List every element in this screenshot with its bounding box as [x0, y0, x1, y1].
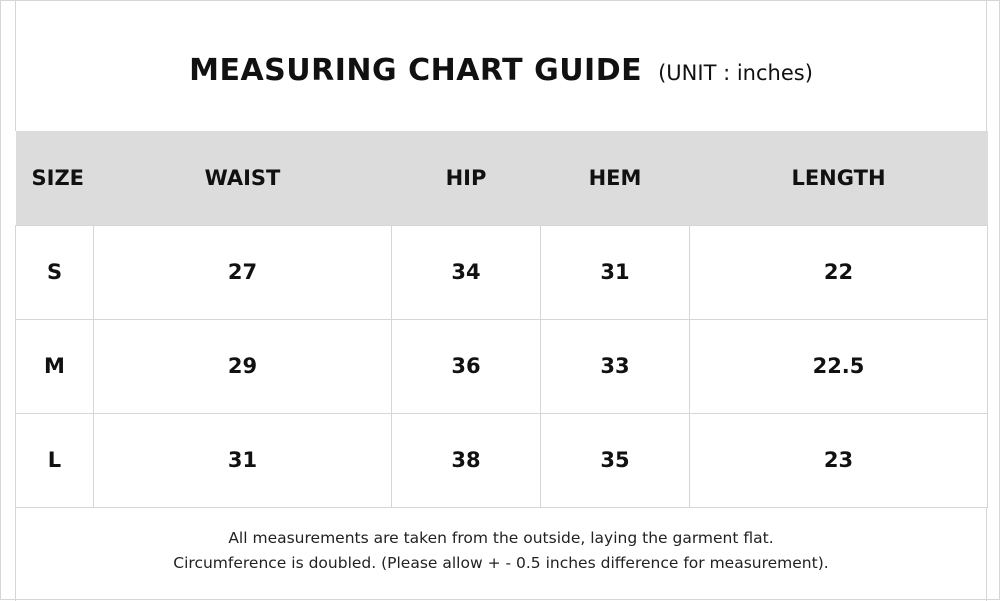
title-area [15, 1, 987, 131]
cell-hem: 31 [541, 225, 690, 319]
cell-length: 23 [690, 413, 988, 507]
cell-length: 22 [690, 225, 988, 319]
note-line-2: Circumference is doubled. (Please allow + - 0.5 inches difference for measurement). [173, 554, 829, 572]
cell-hip: 34 [392, 225, 541, 319]
cell-hem: 35 [541, 413, 690, 507]
cell-size: L [16, 413, 94, 507]
header-hem: HEM [588, 165, 642, 190]
cell-hem: 33 [541, 319, 690, 413]
cell-hip: 36 [392, 319, 541, 413]
measurement-notes [15, 507, 987, 601]
cell-waist: 29 [94, 319, 392, 413]
header-row [16, 131, 988, 225]
chart-title: MEASURING CHART GUIDE [189, 52, 643, 88]
cell-size: S [16, 225, 94, 319]
cell-size: M [16, 319, 94, 413]
table-row [16, 225, 988, 319]
table-header [16, 131, 988, 225]
title-wrap [189, 53, 813, 88]
measurement-table [15, 131, 988, 508]
cell-hip: 38 [392, 413, 541, 507]
table-row [16, 413, 988, 507]
note-line-1: All measurements are taken from the outside, laying the garment flat. [228, 529, 774, 547]
header-waist: WAIST [204, 165, 281, 190]
cell-waist: 27 [94, 225, 392, 319]
header-size: SIZE [31, 165, 85, 190]
cell-waist: 31 [94, 413, 392, 507]
header-hip: HIP [445, 165, 487, 190]
cell-length: 22.5 [690, 319, 988, 413]
table-row [16, 319, 988, 413]
table-body [16, 225, 988, 507]
header-length: LENGTH [791, 165, 886, 190]
unit-label: (UNIT : inches) [658, 60, 813, 85]
